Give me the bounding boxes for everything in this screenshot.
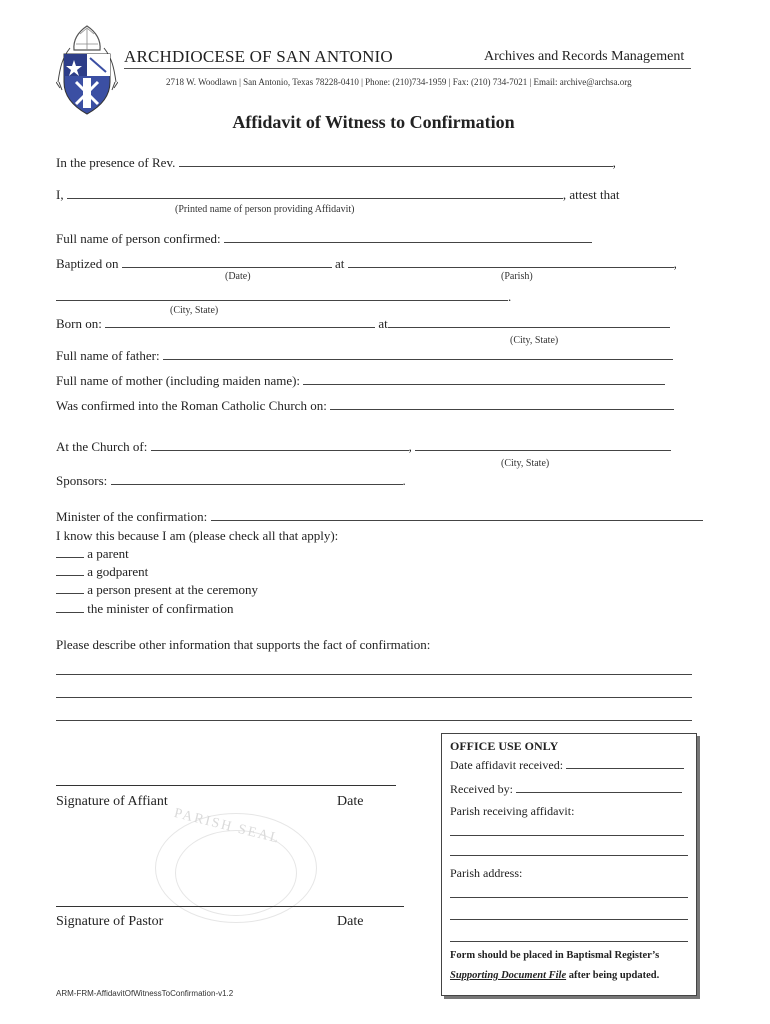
received-by-label: Received by: xyxy=(450,782,513,796)
full-name-row xyxy=(56,231,592,247)
parish-receiving-line-2[interactable] xyxy=(450,855,688,856)
date-caption: (Date) xyxy=(225,271,251,282)
form-code-footer: ARM-FRM-AffidavitOfWitnessToConfirmation-v1.2 xyxy=(56,989,234,998)
presence-end: , xyxy=(612,155,616,170)
describe-line-3[interactable] xyxy=(56,720,692,721)
attest-label: , attest that xyxy=(562,187,620,202)
sponsors-row xyxy=(56,473,406,489)
pastor-signature-label: Signature of Pastor xyxy=(56,914,164,929)
church-city-state-caption: (City, State) xyxy=(501,458,550,469)
pastor-signature-line[interactable] xyxy=(56,906,404,907)
header-divider xyxy=(124,68,691,69)
describe-line-2[interactable] xyxy=(56,697,692,698)
affiant-signature-label: Signature of Affiant xyxy=(56,794,168,809)
born-at-label: at xyxy=(378,316,388,331)
confirmed-row xyxy=(56,398,674,414)
confirmed-label: Was confirmed into the Roman Catholic Church on: xyxy=(56,398,327,413)
church-label: At the Church of: xyxy=(56,439,148,454)
parish-address-line-1[interactable] xyxy=(450,897,688,898)
city-state-caption: (City, State) xyxy=(170,305,219,316)
minister-row xyxy=(56,509,703,525)
parish-receiving-label: Parish receiving affidavit: xyxy=(450,804,575,818)
father-label: Full name of father: xyxy=(56,348,160,363)
option-checkbox[interactable] xyxy=(56,601,84,613)
sponsors-period: . xyxy=(402,473,406,488)
birth-place-field[interactable] xyxy=(388,316,670,328)
parish-caption: (Parish) xyxy=(501,271,533,282)
date-received-row xyxy=(450,757,684,773)
full-name-label: Full name of person confirmed: xyxy=(56,231,221,246)
pastor-date-label: Date xyxy=(337,914,364,929)
presence-field[interactable] xyxy=(179,155,613,167)
birth-date-field[interactable] xyxy=(105,316,375,328)
affiant-name-field[interactable] xyxy=(67,187,563,199)
mother-row xyxy=(56,373,665,389)
sponsors-field[interactable] xyxy=(111,473,403,485)
baptism-parish-field[interactable] xyxy=(348,256,674,268)
affiant-row xyxy=(56,187,620,203)
mother-name-field[interactable] xyxy=(303,373,665,385)
option-minister[interactable] xyxy=(56,601,233,617)
option-label: a person present at the ceremony xyxy=(87,582,258,597)
option-godparent[interactable] xyxy=(56,564,148,580)
sponsors-label: Sponsors: xyxy=(56,473,108,488)
parish-seal-text: PARISH SEAL xyxy=(172,806,282,847)
born-city-state-caption: (City, State) xyxy=(510,335,559,346)
office-use-box xyxy=(441,733,697,996)
know-label: I know this because I am (please check all that apply): xyxy=(56,528,339,543)
office-note-line-1: Form should be placed in Baptismal Register’s xyxy=(450,950,660,961)
baptism-city-row xyxy=(56,289,511,305)
option-present[interactable] xyxy=(56,582,258,598)
church-row xyxy=(56,439,671,455)
parish-receiving-line-1[interactable] xyxy=(450,835,684,836)
presence-label: In the presence of Rev. xyxy=(56,155,176,170)
parish-address-line-2[interactable] xyxy=(450,919,688,920)
option-checkbox[interactable] xyxy=(56,564,84,576)
full-name-field[interactable] xyxy=(224,231,592,243)
parish-address-label: Parish address: xyxy=(450,866,523,880)
office-note-rest: after being updated. xyxy=(566,970,660,981)
describe-line-1[interactable] xyxy=(56,674,692,675)
page-title: Affidavit of Witness to Confirmation xyxy=(232,112,515,132)
option-checkbox[interactable] xyxy=(56,546,84,558)
church-city-field[interactable] xyxy=(415,439,671,451)
church-name-field[interactable] xyxy=(151,439,409,451)
baptism-date-field[interactable] xyxy=(122,256,332,268)
parish-address-line-3[interactable] xyxy=(450,941,688,942)
contact-address: 2718 W. Woodlawn | San Antonio, Texas 78228-0410 | Phone: (210)734-1959 | Fax: (210) 734-7021 | Email: archive@archsa.org xyxy=(166,77,632,87)
baptized-row xyxy=(56,256,677,272)
office-note-line-2 xyxy=(450,970,659,981)
office-heading: OFFICE USE ONLY xyxy=(450,739,559,753)
option-parent[interactable] xyxy=(56,546,129,562)
i-label: I, xyxy=(56,187,64,202)
received-by-row xyxy=(450,781,682,797)
presence-row xyxy=(56,155,616,171)
baptism-city-period: . xyxy=(508,289,512,304)
option-label: a godparent xyxy=(87,564,149,579)
org-name: ARCHDIOCESE OF SAN ANTONIO xyxy=(124,47,393,66)
date-received-label: Date affidavit received: xyxy=(450,758,564,772)
office-note-emphasis: Supporting Document File xyxy=(450,970,567,981)
baptism-city-field[interactable] xyxy=(56,289,508,301)
affiant-date-label: Date xyxy=(337,794,364,809)
department-name: Archives and Records Management xyxy=(484,49,685,64)
option-label: the minister of confirmation xyxy=(87,601,234,616)
father-row xyxy=(56,348,673,364)
minister-label: Minister of the confirmation: xyxy=(56,509,208,524)
baptized-label: Baptized on xyxy=(56,256,119,271)
option-checkbox[interactable] xyxy=(56,582,84,594)
received-by-field[interactable] xyxy=(516,781,682,793)
minister-field[interactable] xyxy=(211,509,703,521)
describe-label: Please describe other information that supports the fact of confirmation: xyxy=(56,637,431,652)
born-label: Born on: xyxy=(56,316,102,331)
mother-label: Full name of mother (including maiden name): xyxy=(56,373,301,388)
archdiocese-crest-icon xyxy=(56,24,118,116)
date-received-field[interactable] xyxy=(566,757,684,769)
affiant-signature-line[interactable] xyxy=(56,785,396,786)
father-name-field[interactable] xyxy=(163,348,673,360)
church-comma: , xyxy=(408,439,412,454)
confirmation-date-field[interactable] xyxy=(330,398,674,410)
printed-name-caption: (Printed name of person providing Affidavit) xyxy=(175,204,355,215)
born-row xyxy=(56,316,670,332)
baptized-at-label: at xyxy=(334,256,345,271)
baptized-comma: , xyxy=(673,256,677,271)
option-label: a parent xyxy=(87,546,129,561)
